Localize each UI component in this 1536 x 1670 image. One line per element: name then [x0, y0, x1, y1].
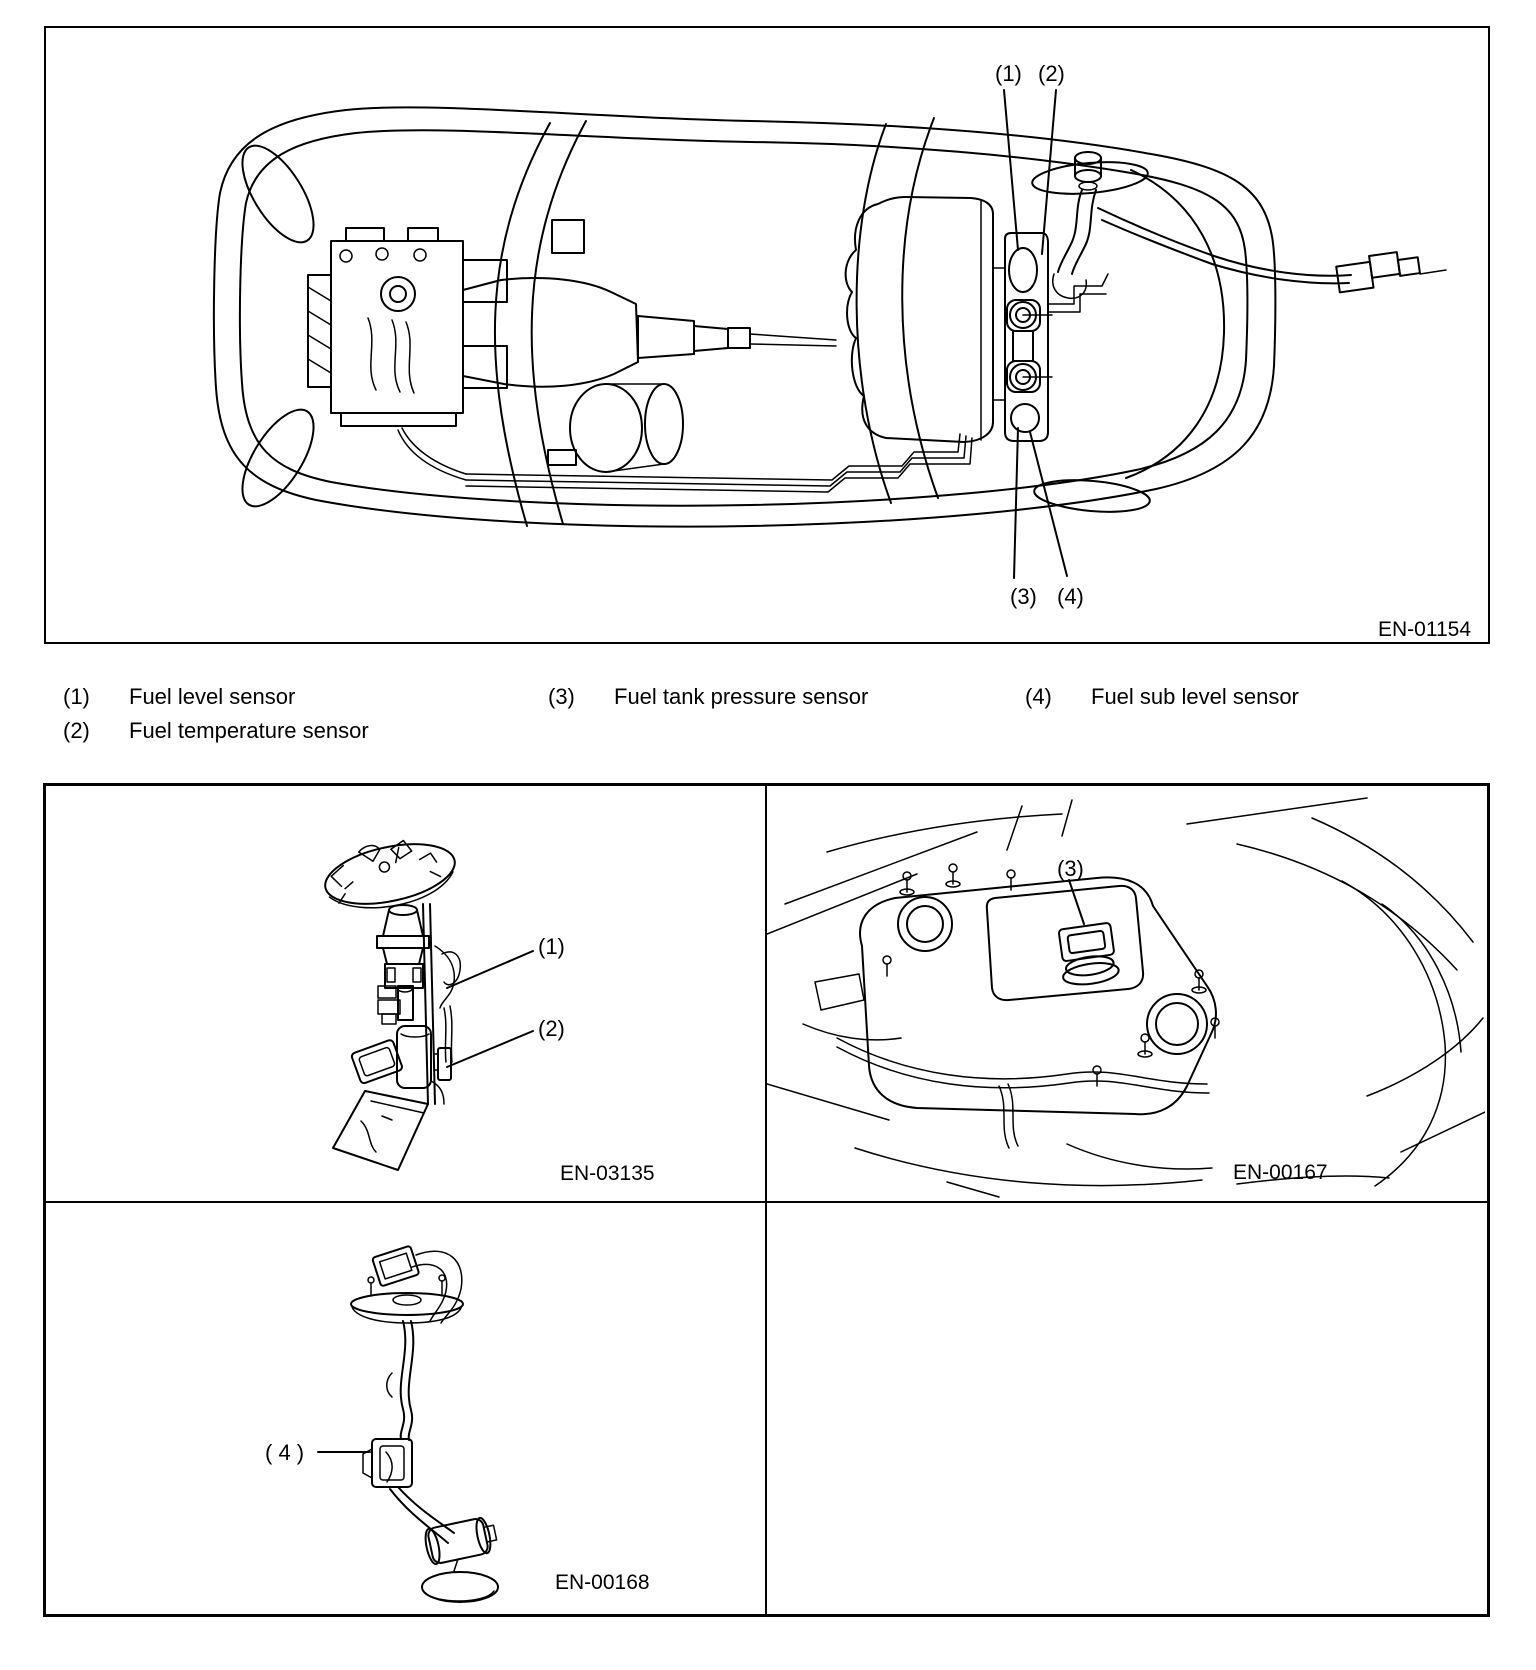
pump-ref-code: EN-03135 [560, 1162, 655, 1185]
engine-transmission-drawing [308, 228, 836, 472]
legend-item-fuel-temperature-sensor [63, 718, 369, 744]
panel-fuel-tank-pressure-sensor [767, 786, 1487, 1203]
panel-fuel-pump-assembly [46, 786, 767, 1203]
legend-num: (4) [1025, 684, 1052, 709]
tank-outline [860, 877, 1216, 1114]
overview-ref-code: EN-01154 [1378, 618, 1472, 641]
legend-item-fuel-tank-pressure-sensor [548, 684, 868, 710]
fuel-sub-level-sensor-drawing [46, 1203, 765, 1614]
car-body-drawing [214, 107, 1275, 526]
tank-callout-3-label: (3) [1057, 856, 1084, 881]
legend-label: Fuel temperature sensor [129, 718, 369, 743]
float-drawing [423, 1515, 499, 1565]
pump-callout-2-label: (2) [538, 1016, 565, 1041]
legend-label: Fuel sub level sensor [1091, 684, 1299, 709]
pressure-sensor-drawing [1056, 922, 1120, 987]
figure-overview [44, 26, 1490, 644]
legend-item-fuel-level-sensor [63, 684, 295, 710]
fuel-pump-assembly-drawing [46, 786, 765, 1201]
sub-callout-4-label: ( 4 ) [265, 1440, 305, 1465]
pump-callout-1-label: (1) [538, 934, 565, 959]
sub-ref-code: EN-00168 [555, 1571, 650, 1594]
legend-item-fuel-sub-level-sensor [1025, 684, 1299, 710]
overview-callout-4-label: (4) [1057, 584, 1084, 609]
car-top-view-diagram [46, 28, 1488, 642]
fuel-tank-drawing [846, 197, 1108, 442]
tank-ref-code: EN-00167 [1233, 1161, 1328, 1184]
leader-line-callout-2 [447, 1031, 533, 1067]
overview-callout-2-label: (2) [1038, 61, 1065, 86]
detail-panels-grid [43, 783, 1490, 1617]
underbody-background-lines [767, 798, 1485, 1197]
legend-label: Fuel level sensor [129, 684, 296, 709]
pump-flange-drawing [319, 829, 461, 919]
overview-callout-1-label: (1) [995, 61, 1022, 86]
filler-pipe-drawing [1053, 152, 1446, 298]
connector-drawing [372, 1246, 419, 1287]
legend-label: Fuel tank pressure sensor [614, 684, 869, 709]
overview-callout-3-label: (3) [1010, 584, 1037, 609]
panel-empty [767, 1203, 1487, 1614]
leader-line-callout-3 [1069, 880, 1084, 924]
legend-num: (1) [63, 684, 90, 709]
panel-fuel-sub-level-sensor [46, 1203, 767, 1614]
legend-num: (3) [548, 684, 575, 709]
fuel-tank-drawing [767, 786, 1485, 1201]
legend-num: (2) [63, 718, 90, 743]
